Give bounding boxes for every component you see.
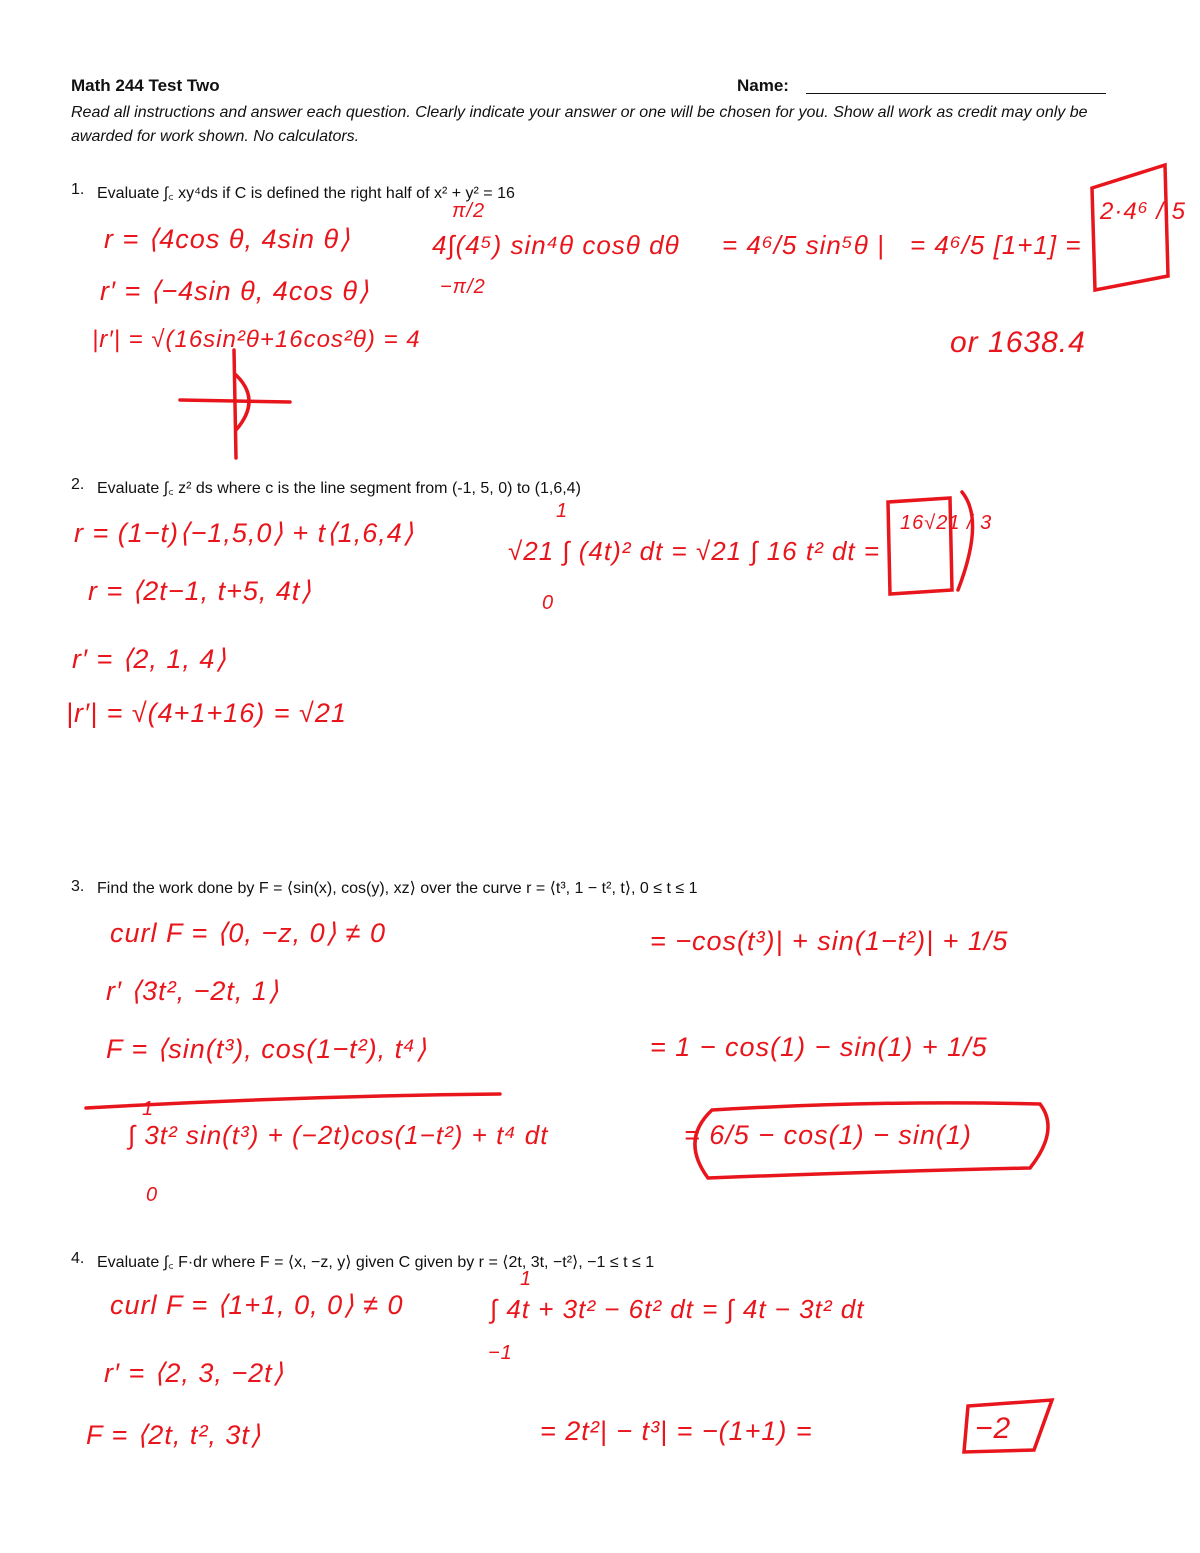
q3-lower-limit: 0: [146, 1184, 159, 1206]
q2-integral: √21 ∫ (4t)² dt = √21 ∫ 16 t² dt =: [508, 536, 881, 566]
q3-integral: ∫ 3t² sin(t³) + (−2t)cos(1−t²) + t⁴ dt: [128, 1120, 549, 1150]
q1-step2: = 4⁶/5 sin⁵θ |: [722, 230, 885, 260]
name-label: Name:: [737, 76, 789, 95]
q2-lower-limit: 0: [542, 592, 555, 614]
question-1-number: 1.: [71, 181, 85, 198]
question-2-text: Evaluate ∫꜀ z² ds where c is the line segment from (-1, 5, 0) to (1,6,4): [97, 480, 581, 497]
q1-step3: = 4⁶/5 [1+1] =: [910, 230, 1082, 260]
q1-answer: 2·4⁶ / 5: [1100, 198, 1186, 225]
q4-integral: ∫ 4t + 3t² − 6t² dt = ∫ 4t − 3t² dt: [490, 1294, 865, 1324]
q1-param-r: r = ⟨4cos θ, 4sin θ⟩: [104, 224, 351, 254]
q3-answer-loop: [695, 1103, 1048, 1178]
q4-F: F = ⟨2t, t², 3t⟩: [86, 1420, 262, 1450]
q1-lower-limit: −π/2: [440, 276, 486, 298]
q4-step: = 2t²| − t³| = −(1+1) =: [540, 1416, 813, 1446]
q1-alt-answer: or 1638.4: [950, 326, 1086, 359]
q1-sketch-y-axis: [234, 350, 236, 458]
q2-magnitude: |r′| = √(4+1+16) = √21: [66, 698, 347, 728]
q1-integral: 4∫(4⁵) sin⁴θ cosθ dθ: [432, 230, 680, 260]
q4-rprime: r′ = ⟨2, 3, −2t⟩: [104, 1358, 285, 1388]
q4-answer: −2: [975, 1412, 1012, 1445]
q3-curl: curl F = ⟨0, −z, 0⟩ ≠ 0: [110, 918, 386, 948]
q4-curl: curl F = ⟨1+1, 0, 0⟩ ≠ 0: [110, 1290, 404, 1320]
q1-answer-box: [1092, 165, 1168, 290]
q2-answer: 16√21 / 3: [900, 512, 993, 534]
instructions: Read all instructions and answer each question. Clearly indicate your answer or one will be chosen for you. Show all work as credit may only be awarded for work shown. No calculators.: [71, 104, 1088, 145]
q2-upper-limit: 1: [556, 500, 569, 522]
q3-rprime: r′ ⟨3t², −2t, 1⟩: [106, 976, 280, 1006]
q1-magnitude: |r′| = √(16sin²θ+16cos²θ) = 4: [92, 326, 421, 353]
q2-param-r1: r = (1−t)⟨−1,5,0⟩ + t⟨1,6,4⟩: [74, 518, 415, 548]
question-1-text: Evaluate ∫꜀ xy⁴ds if C is defined the right half of x² + y² = 16: [97, 185, 515, 202]
q3-answer: = 6/5 − cos(1) − sin(1): [684, 1120, 972, 1150]
question-4-text: Evaluate ∫꜀ F·dr where F = ⟨x, −z, y⟩ given C given by r = ⟨2t, 3t, −t²⟩, −1 ≤ t ≤ 1: [97, 1254, 655, 1271]
page-title: Math 244 Test Two: [71, 76, 220, 95]
q1-upper-limit: π/2: [452, 200, 486, 222]
q2-rprime: r′ = ⟨2, 1, 4⟩: [72, 644, 227, 674]
q3-F: F = ⟨sin(t³), cos(1−t²), t⁴⟩: [106, 1034, 428, 1064]
q2-answer-bracket: [958, 492, 973, 590]
q2-answer-box: [888, 498, 952, 594]
q3-divider-line: [86, 1094, 500, 1108]
q2-param-r2: r = ⟨2t−1, t+5, 4t⟩: [88, 576, 312, 606]
q3-upper-limit: 1: [142, 1098, 155, 1120]
question-2-number: 2.: [71, 476, 85, 493]
question-3-number: 3.: [71, 878, 85, 895]
question-3-text: Find the work done by F = ⟨sin(x), cos(y), xz⟩ over the curve r = ⟨t³, 1 − t², t⟩, 0 ≤ t ≤ 1: [97, 880, 698, 897]
question-4-number: 4.: [71, 1250, 85, 1267]
q4-answer-box: [964, 1400, 1052, 1452]
q1-rprime: r′ = ⟨−4sin θ, 4cos θ⟩: [100, 276, 370, 306]
q3-step1: = −cos(t³)| + sin(1−t²)| + 1/5: [650, 926, 1009, 956]
q4-upper-limit: 1: [520, 1268, 533, 1290]
q4-lower-limit: −1: [488, 1342, 513, 1364]
q3-step2: = 1 − cos(1) − sin(1) + 1/5: [650, 1032, 988, 1062]
